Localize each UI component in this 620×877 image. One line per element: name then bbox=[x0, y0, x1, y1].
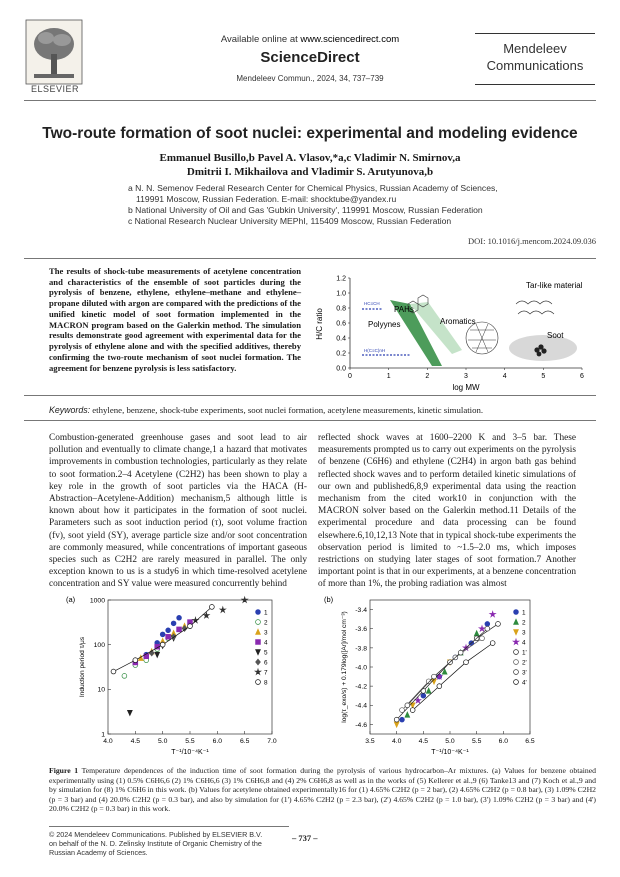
legend-marker bbox=[514, 630, 519, 635]
x-tick-label: 4.5 bbox=[418, 738, 429, 745]
sciencedirect-url[interactable]: www.sciencedirect.com bbox=[300, 34, 400, 45]
series-line bbox=[413, 643, 493, 710]
label-tar-like: Tar-like material bbox=[526, 281, 583, 290]
y-tick-label: 1 bbox=[101, 731, 105, 739]
caption-text: Temperature dependences of the induction time of soot formation during the pyrolysis of various hydrocarbon–Ar mixtures. (a) Values for benzene obtained experimentally using (1) 0.5% C6H6,6 (2) 1% C6H6,6 (3) 1% C6H6,8 and (4) 2% C6H6,8 as well as in the works of (5) Kellerer et al.,9 (6) Tanke13 and (7) Koch et al.,9 and by simulation for (8) 1% C6H6 in this work. (b) Values for acetylene obtained experimentally16 for (1) 4.65% C2H2 (p = 2 bar), (2) 4.65% C2H2 (p = 0.8 bar), (3) 1.09% C2H2 (p = 3 bar) and (4) 20.0% C2H2 (p = 0.3 bar), and also by simulation for (1') 4.65% C2H2 (p = 2.3 bar), (2') 4.65% C2H2 (p = 1.0 bar), (3') 1.09% C2H2 (p = 3 bar) and (4') 20.0% C2H2 (p = 0.3 bar) in this work. bbox=[49, 766, 596, 814]
data-point bbox=[490, 611, 496, 616]
data-point bbox=[133, 658, 138, 663]
ga-y-label: H/C ratio bbox=[315, 308, 324, 340]
figure-1b-chart bbox=[318, 590, 586, 758]
figure-1a-chart bbox=[60, 590, 290, 758]
article-title: Two-route formation of soot nuclei: experimental and modeling evidence bbox=[42, 125, 578, 142]
y-tick-label: -4.2 bbox=[355, 683, 367, 691]
x-tick-label: 6.5 bbox=[239, 738, 250, 745]
ga-x-tick-label: 1 bbox=[386, 373, 391, 380]
abstract-text: The results of shock-tube measurements of acetylene concentration and characteristics of the ensemble of soot particles during the pyrolysis of benzene, ethylene, ethylene–methane and ethylene–propane diluted with argon are compared with the predictions of the unified kinetic model of soot formation implemented in the MACRON program based on the Galerkin method. The simulation results demonstrate good agreement with experimental data for the pyrolysis of ethylene alone and with the specified additives, thereby confirming the two-route mechanism of soot nuclei formation. The agreement for benzene pyrolysis is less satisfactory. bbox=[49, 266, 301, 373]
data-point bbox=[426, 688, 431, 693]
panel-label: (b) bbox=[324, 595, 334, 604]
legend-label: 1 bbox=[264, 609, 268, 617]
legend-marker bbox=[513, 639, 519, 644]
elsevier-tree-logo bbox=[24, 18, 84, 94]
legend-marker bbox=[514, 670, 519, 675]
legend-label: 4' bbox=[522, 679, 527, 687]
x-tick-label: 3.5 bbox=[365, 738, 375, 745]
y-axis-label: Induction period τ/μs bbox=[79, 636, 86, 698]
page-number: – 737 – bbox=[292, 833, 318, 843]
data-point bbox=[485, 626, 490, 631]
data-point bbox=[480, 636, 485, 641]
data-point bbox=[171, 621, 176, 626]
legend-marker bbox=[256, 620, 261, 625]
legend-marker bbox=[514, 650, 519, 655]
data-point bbox=[242, 597, 248, 602]
data-point bbox=[496, 622, 501, 627]
y-tick-label: -3.8 bbox=[355, 645, 367, 653]
plot-frame bbox=[370, 600, 530, 734]
x-tick-label: 5.5 bbox=[471, 738, 482, 745]
keywords-label: Keywords: bbox=[49, 405, 91, 415]
body-column-right: reflected shock waves at 1600–2200 K and 3–5 bar. These measurements prompted us to carry out experiments on the pyrolysis of benzene (C6H6) and ethylene (C2H4) in argon bath gas behind reflected shock waves and to perform detailed kinetic simulations of our own and published6,8,9 experimental data using the reaction mechanism from the cited work10 in conjunction with the MACRON solver based on the Galerkin method.11 Details of the experimental procedure and data processing can be found elsewhere.6,10,12,13 Note that in typical shock-tube experiments the observation period is limited to ~1.5–2.0 ms, which imposes restrictions on studying later stages of soot formation.7 Another important point is that in our experiments, at a benzene concentration of more than 1%, the probing radiation was almost bbox=[318, 433, 576, 590]
legend-label: 1' bbox=[522, 649, 527, 657]
data-point bbox=[421, 693, 426, 698]
data-point bbox=[426, 679, 431, 684]
legend-label: 5 bbox=[264, 649, 268, 657]
caption-label: Figure 1 bbox=[49, 766, 79, 775]
ga-y-tick-label: 0.4 bbox=[336, 335, 346, 343]
keywords-text: ethylene, benzene, shock-tube experiments, soot nuclei formation, acetylene measurements, kinetic simulation. bbox=[92, 405, 484, 415]
y-tick-label: 100 bbox=[93, 642, 105, 650]
x-tick-label: 5.0 bbox=[157, 738, 168, 745]
ga-x-label: log MW bbox=[452, 383, 480, 392]
x-tick-label: 4.5 bbox=[130, 738, 141, 745]
ga-y-tick-label: 1.2 bbox=[336, 275, 346, 283]
legend-label: 4 bbox=[264, 639, 268, 647]
data-point bbox=[432, 674, 437, 679]
legend-label: 3 bbox=[522, 629, 526, 637]
data-point bbox=[209, 605, 214, 610]
ga-x-tick-label: 0 bbox=[348, 373, 352, 380]
data-point bbox=[400, 717, 405, 722]
data-point bbox=[177, 615, 182, 620]
legend-marker bbox=[256, 659, 261, 665]
footer-divider bbox=[49, 826, 289, 827]
data-point bbox=[160, 632, 165, 637]
ga-annotation-polyyne: H(C≡C)nH bbox=[364, 348, 386, 353]
legend-label: 3' bbox=[522, 669, 527, 677]
data-point bbox=[188, 624, 193, 629]
authors-line1: Emmanuel Busillo,b Pavel A. Vlasov,*a,c Vladimir N. Smirnov,a bbox=[159, 152, 461, 164]
elsevier-logo-text: ELSEVIER bbox=[30, 84, 80, 94]
ga-x-tick-label: 6 bbox=[580, 373, 584, 380]
legend-marker bbox=[256, 680, 261, 685]
legend-label: 3 bbox=[264, 629, 268, 637]
data-point bbox=[220, 607, 226, 612]
available-online-label: Available online at bbox=[220, 34, 298, 45]
ga-y-tick-label: 0.6 bbox=[336, 320, 346, 328]
label-soot: Soot bbox=[547, 331, 564, 340]
journal-name-line1: Mendeleev bbox=[503, 41, 567, 56]
y-tick-label: -4.4 bbox=[355, 702, 367, 710]
legend-marker bbox=[514, 660, 519, 665]
data-point bbox=[166, 634, 171, 639]
x-axis-label: T⁻¹/10⁻⁴K⁻¹ bbox=[431, 749, 469, 756]
ga-x-tick-label: 2 bbox=[425, 373, 430, 380]
data-point bbox=[437, 684, 442, 689]
data-point bbox=[458, 650, 463, 655]
data-point bbox=[464, 660, 469, 665]
y-tick-label: 10 bbox=[97, 686, 105, 694]
affiliation-b: b National University of Oil and Gas 'Gubkin University', 119991 Moscow, Russian Federation bbox=[128, 205, 483, 215]
legend-label: 6 bbox=[264, 659, 268, 667]
series-4p bbox=[410, 641, 495, 713]
legend-label: 4 bbox=[522, 639, 526, 647]
x-axis-label: T⁻¹/10⁻⁴K⁻¹ bbox=[171, 749, 209, 756]
x-tick-label: 4.0 bbox=[391, 738, 402, 745]
data-point bbox=[394, 717, 399, 722]
legend-label: 7 bbox=[264, 669, 268, 677]
data-point bbox=[405, 703, 410, 708]
header-divider bbox=[24, 100, 596, 101]
soot-particle bbox=[537, 352, 542, 357]
data-point bbox=[474, 631, 479, 636]
figure-1-caption bbox=[49, 766, 596, 814]
ga-y-tick-label: 1.0 bbox=[336, 290, 346, 298]
ga-x-tick-label: 4 bbox=[502, 373, 507, 380]
y-tick-label: -3.6 bbox=[355, 626, 367, 634]
authors-line2: Dmitrii I. Mikhailova and Vladimir S. Arutyunova,b bbox=[186, 166, 434, 178]
legend-marker bbox=[256, 610, 261, 615]
affiliation-a: a N. N. Semenov Federal Research Center for Chemical Physics, Russian Academy of Sciences, bbox=[128, 183, 498, 193]
body-column-left: Combustion-generated greenhouse gases and soot lead to air pollution and eventually to climate change,1 a hazard that motivates improvements in combustion technologies, particularly as they relate to soot formation.2–4 Acetylene (C2H2) has been shown to play a key role in the growth of soot particles via the HACA (H-Abstraction–Acetylene-Addition) mechanism,5 although little is known about how it participates in the formation of soot nuclei. Parameters such as soot induction period (τ), soot volume fraction (fv), soot yield (SY), average particle size and/or soot concentration are commonly measured, while concentrations of important gaseous species such as C2H2 are rarely measured in parallel. The only exception known to us is a study6 in which time-resolved acetylene concentration and SY value were measured concurrently behind bbox=[49, 433, 307, 590]
data-point bbox=[193, 617, 199, 622]
legend-marker bbox=[514, 680, 519, 685]
legend-label: 2 bbox=[264, 619, 268, 627]
legend-label: 8 bbox=[264, 679, 268, 687]
data-point bbox=[160, 642, 165, 647]
data-point bbox=[111, 669, 116, 674]
legend-marker bbox=[256, 629, 261, 634]
data-point bbox=[155, 652, 160, 657]
series-5 bbox=[127, 636, 176, 716]
legend-marker bbox=[514, 610, 519, 615]
data-point bbox=[122, 673, 127, 678]
ga-y-tick-label: 0.2 bbox=[336, 350, 346, 358]
keywords-line bbox=[49, 405, 596, 415]
keywords-divider bbox=[24, 420, 596, 421]
legend-label: 1 bbox=[522, 609, 526, 617]
sciencedirect-logo: ScienceDirect bbox=[260, 49, 360, 66]
y-axis-label: log(τ_exo/s) + 0.179log([Ar]/mol cm⁻³) bbox=[341, 611, 348, 723]
affiliation-a-cont: 119991 Moscow, Russian Federation. E-mail: shocktube@yandex.ru bbox=[136, 194, 397, 204]
ga-x-tick-label: 5 bbox=[541, 373, 546, 380]
x-tick-label: 7.0 bbox=[267, 738, 277, 745]
data-point bbox=[479, 626, 485, 631]
data-point bbox=[490, 641, 495, 646]
copyright-line: Russian Academy of Sciences. bbox=[49, 847, 148, 857]
label-polyynes: Polyynes bbox=[368, 320, 401, 329]
y-tick-label: -4.0 bbox=[355, 664, 367, 672]
legend-label: 2' bbox=[522, 659, 527, 667]
ga-x-tick-label: 3 bbox=[464, 373, 468, 380]
y-tick-label: 1000 bbox=[89, 597, 105, 605]
data-point bbox=[394, 722, 399, 727]
x-tick-label: 4.0 bbox=[103, 738, 113, 745]
legend-label: 2 bbox=[522, 619, 526, 627]
journal-name-line2: Communications bbox=[486, 58, 584, 73]
doi[interactable]: DOI: 10.1016/j.mencom.2024.09.036 bbox=[468, 236, 596, 246]
ga-y-tick-label: 0.8 bbox=[336, 305, 346, 313]
journal-citation: Mendeleev Commun., 2024, 34, 737–739 bbox=[236, 74, 384, 83]
ga-y-tick-label: 0.0 bbox=[336, 365, 346, 373]
ga-annotation-acetylene: HC≡CH bbox=[364, 301, 380, 306]
data-point bbox=[127, 710, 132, 715]
copyright-line: © 2024 Mendeleev Communications. Published by ELSEVIER B.V. bbox=[49, 830, 263, 839]
label-pahs: PAHs bbox=[394, 305, 414, 314]
soot-particle bbox=[541, 348, 546, 353]
y-tick-label: -3.4 bbox=[355, 606, 367, 614]
available-online-line bbox=[150, 34, 470, 45]
x-tick-label: 5.5 bbox=[185, 738, 195, 745]
panel-label: (a) bbox=[66, 595, 76, 604]
y-tick-label: -4.6 bbox=[355, 721, 367, 729]
data-point bbox=[405, 712, 410, 717]
legend-marker bbox=[256, 650, 261, 655]
legend-marker bbox=[255, 669, 261, 674]
graphical-abstract bbox=[310, 268, 596, 394]
tar-structure-icon bbox=[516, 301, 554, 314]
legend-marker bbox=[256, 640, 261, 645]
x-tick-label: 6.0 bbox=[212, 738, 223, 745]
x-tick-label: 6.5 bbox=[525, 738, 535, 745]
legend-marker bbox=[514, 619, 519, 624]
x-tick-label: 6.0 bbox=[498, 738, 509, 745]
series-2 bbox=[405, 631, 479, 718]
data-point bbox=[400, 708, 405, 713]
affiliation-c: c National Research Nuclear University MEPhI, 115409 Moscow, Russian Federation bbox=[128, 216, 452, 226]
label-aromatics: Aromatics bbox=[440, 317, 476, 326]
copyright-line: on behalf of the N. D. Zelinsky Institute of Organic Chemistry of the bbox=[49, 838, 262, 848]
data-point bbox=[177, 627, 182, 632]
copyright-notice bbox=[49, 831, 309, 857]
data-point bbox=[485, 622, 490, 627]
series-1p bbox=[394, 622, 500, 723]
data-point bbox=[166, 628, 171, 633]
data-point bbox=[410, 708, 415, 713]
series-7 bbox=[193, 597, 248, 623]
x-tick-label: 5.0 bbox=[445, 738, 455, 745]
